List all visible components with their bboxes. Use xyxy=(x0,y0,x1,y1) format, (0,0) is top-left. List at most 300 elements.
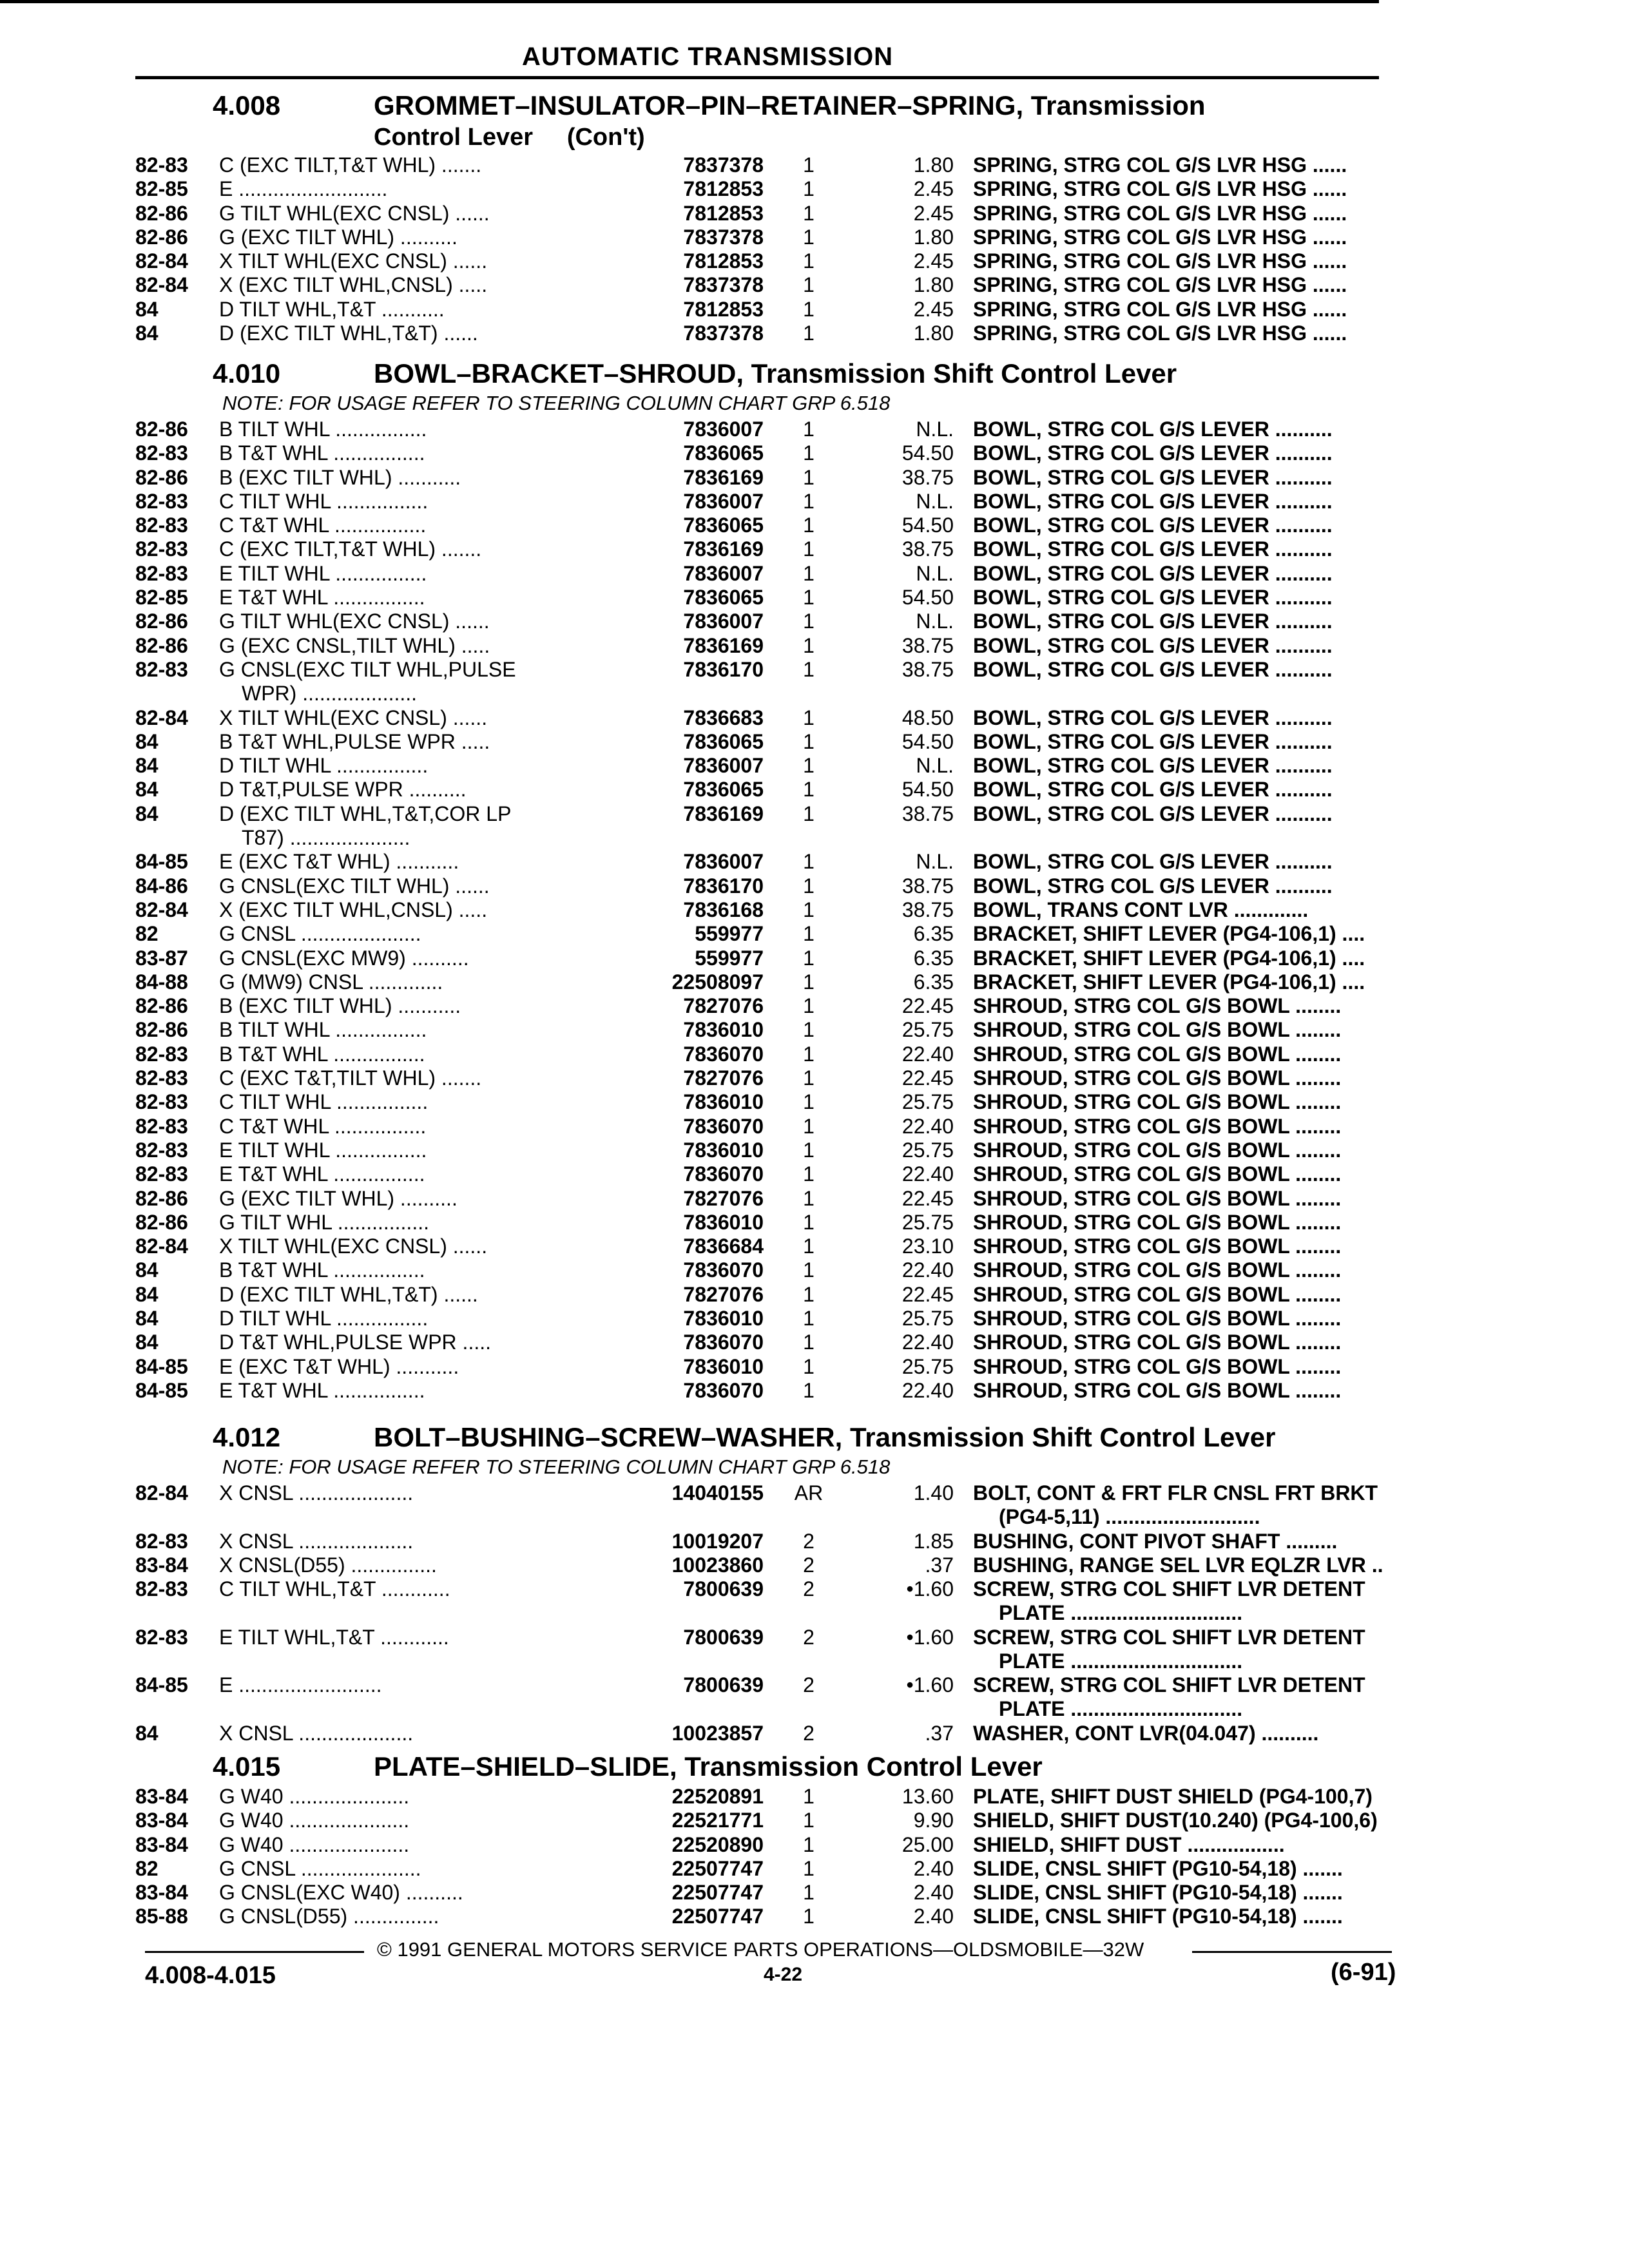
row-part-number: 22520890 xyxy=(671,1832,764,1856)
row-quantity: 1 xyxy=(803,1354,815,1378)
row-quantity: 2 xyxy=(803,1721,815,1745)
row-years: 82-84 xyxy=(135,249,188,273)
row-years: 84-85 xyxy=(135,1354,188,1378)
parts-row xyxy=(135,322,1398,345)
row-years: 82-83 xyxy=(135,1138,188,1162)
row-description: SHROUD, STRG COL G/S BOWL ........ xyxy=(973,1331,1342,1354)
parts-row xyxy=(135,273,1398,297)
row-description: BOWL, STRG COL G/S LEVER .......... xyxy=(973,754,1333,778)
row-description: SHIELD, SHIFT DUST(10.240) (PG4-100,6) xyxy=(973,1809,1378,1832)
row-quantity: 1 xyxy=(803,802,815,825)
row-description: SPRING, STRG COL G/S LVR HSG ...... xyxy=(973,225,1347,249)
row-description: SHROUD, STRG COL G/S BOWL ........ xyxy=(973,1354,1342,1378)
row-years: 82-83 xyxy=(135,1066,188,1090)
row-quantity: 1 xyxy=(803,1905,815,1928)
row-description: SHROUD, STRG COL G/S BOWL ........ xyxy=(973,1066,1342,1090)
usage-note: NOTE: FOR USAGE REFER TO STEERING COLUMN CHART GRP 6.518 xyxy=(222,392,891,414)
row-years: 82-86 xyxy=(135,1018,188,1042)
row-quantity: 2 xyxy=(803,1625,815,1649)
section-name: GROMMET–INSULATOR–PIN–RETAINER–SPRING, Transmission xyxy=(374,90,1206,120)
row-price: 54.50 xyxy=(901,586,954,610)
row-price: 1.80 xyxy=(913,225,954,249)
row-model: C TILT WHL ................ xyxy=(219,1090,429,1114)
parts-row xyxy=(135,1530,1398,1553)
row-years: 82-83 xyxy=(135,489,188,513)
row-quantity: 1 xyxy=(803,1331,815,1354)
row-part-number: 7812853 xyxy=(683,201,764,225)
row-years: 82-86 xyxy=(135,201,188,225)
row-quantity: 2 xyxy=(803,1673,815,1697)
row-model: D (EXC TILT WHL,T&T,COR LP xyxy=(219,802,512,825)
parts-row xyxy=(135,226,1398,249)
row-price: •1.60 xyxy=(906,1673,954,1697)
row-quantity: 1 xyxy=(803,922,815,946)
row-quantity: 1 xyxy=(803,754,815,778)
row-quantity: 1 xyxy=(803,322,815,345)
row-years: 83-84 xyxy=(135,1881,188,1905)
parts-row xyxy=(135,1355,1398,1379)
parts-row xyxy=(135,202,1398,226)
row-price: N.L. xyxy=(916,418,954,441)
row-description: SLIDE, CNSL SHIFT (PG10-54,18) ....... xyxy=(973,1856,1343,1880)
row-description: SHROUD, STRG COL G/S BOWL ........ xyxy=(973,1186,1342,1210)
row-part-number: 7836007 xyxy=(683,489,764,513)
row-price: 54.50 xyxy=(901,514,954,537)
row-price: 22.45 xyxy=(901,1066,954,1090)
row-part-number: 7836170 xyxy=(683,874,764,898)
row-model: X (EXC TILT WHL,CNSL) ..... xyxy=(219,273,488,297)
scan-top-edge xyxy=(0,0,1379,3)
parts-row xyxy=(135,1881,1398,1905)
copyright-text: © 1991 GENERAL MOTORS SERVICE PARTS OPERATIONS—OLDSMOBILE—32W xyxy=(377,1938,1144,1961)
row-price: 25.75 xyxy=(901,1354,954,1378)
parts-row xyxy=(135,441,1398,465)
row-model: X CNSL .................... xyxy=(219,1481,414,1504)
parts-row xyxy=(135,778,1398,802)
row-model: B TILT WHL ................ xyxy=(219,418,427,441)
row-model-cont: T87) ..................... xyxy=(242,825,410,849)
row-quantity: 1 xyxy=(803,633,815,657)
row-quantity: 1 xyxy=(803,1186,815,1210)
row-price: •1.60 xyxy=(906,1577,954,1601)
row-part-number: 7837378 xyxy=(683,273,764,297)
row-years: 85-88 xyxy=(135,1905,188,1928)
parts-row xyxy=(135,490,1398,514)
row-price: 1.80 xyxy=(913,153,954,177)
row-part-number: 7812853 xyxy=(683,297,764,321)
row-model: G CNSL(EXC MW9) .......... xyxy=(219,946,469,970)
section-4-010 xyxy=(135,358,1398,1403)
parts-row xyxy=(135,874,1398,898)
row-description: SHROUD, STRG COL G/S BOWL ........ xyxy=(973,1162,1342,1186)
parts-row xyxy=(135,1283,1398,1307)
row-years: 82-83 xyxy=(135,1529,188,1553)
row-description: BOWL, STRG COL G/S LEVER .......... xyxy=(973,586,1333,610)
row-part-number: 7836169 xyxy=(683,633,764,657)
row-quantity: 1 xyxy=(803,201,815,225)
row-description: BOWL, STRG COL G/S LEVER .......... xyxy=(973,874,1333,898)
row-price: N.L. xyxy=(916,850,954,874)
page-number: 4-22 xyxy=(764,1964,803,1985)
row-quantity: 1 xyxy=(803,561,815,585)
parts-row xyxy=(135,1307,1398,1331)
row-quantity: 1 xyxy=(803,441,815,465)
parts-row xyxy=(135,1577,1398,1626)
row-part-number: 7800639 xyxy=(683,1625,764,1649)
row-description: SHROUD, STRG COL G/S BOWL ........ xyxy=(973,1258,1342,1282)
row-quantity: 1 xyxy=(803,1832,815,1856)
row-part-number: 7812853 xyxy=(683,177,764,201)
row-price: 2.45 xyxy=(913,249,954,273)
row-price: 25.75 xyxy=(901,1090,954,1114)
row-model: C (EXC T&T,TILT WHL) ....... xyxy=(219,1066,482,1090)
row-description: SHIELD, SHIFT DUST ................. xyxy=(973,1832,1285,1856)
row-quantity: 1 xyxy=(803,1210,815,1234)
parts-row xyxy=(135,1626,1398,1674)
row-years: 84 xyxy=(135,297,159,321)
row-model: D (EXC TILT WHL,T&T) ...... xyxy=(219,322,478,345)
row-price: 22.40 xyxy=(901,1114,954,1138)
row-description: BOWL, STRG COL G/S LEVER .......... xyxy=(973,441,1333,465)
row-years: 82-83 xyxy=(135,561,188,585)
row-description: SHROUD, STRG COL G/S BOWL ........ xyxy=(973,1138,1342,1162)
row-price: .37 xyxy=(925,1553,954,1577)
row-years: 82-84 xyxy=(135,273,188,297)
row-part-number: 7837378 xyxy=(683,322,764,345)
row-model: E TILT WHL ................ xyxy=(219,1138,427,1162)
row-price: 22.40 xyxy=(901,1042,954,1066)
row-model: X TILT WHL(EXC CNSL) ...... xyxy=(219,1235,488,1258)
row-years: 82-83 xyxy=(135,514,188,537)
row-price: 22.45 xyxy=(901,1186,954,1210)
row-price: 38.75 xyxy=(901,465,954,489)
row-quantity: 1 xyxy=(803,586,815,610)
section-number: 4.010 xyxy=(213,358,281,389)
row-years: 82-86 xyxy=(135,1210,188,1234)
row-part-number: 7836010 xyxy=(683,1138,764,1162)
row-description: BOWL, STRG COL G/S LEVER .......... xyxy=(973,610,1333,633)
row-description: SHROUD, STRG COL G/S BOWL ........ xyxy=(973,1114,1342,1138)
row-price: N.L. xyxy=(916,561,954,585)
section-name: BOLT–BUSHING–SCREW–WASHER, Transmission Shift Control Lever xyxy=(374,1422,1276,1452)
parts-row xyxy=(135,922,1398,946)
section-title xyxy=(135,358,1398,392)
row-price: 54.50 xyxy=(901,729,954,753)
row-price: 2.45 xyxy=(913,201,954,225)
row-quantity: 1 xyxy=(803,994,815,1018)
row-years: 84 xyxy=(135,754,159,778)
row-model: E (EXC T&T WHL) ........... xyxy=(219,850,459,874)
row-quantity: 1 xyxy=(803,610,815,633)
row-description: SPRING, STRG COL G/S LVR HSG ...... xyxy=(973,273,1347,297)
section-4-015 xyxy=(135,1751,1398,1929)
row-description: SHROUD, STRG COL G/S BOWL ........ xyxy=(973,1090,1342,1114)
row-years: 84 xyxy=(135,1721,159,1745)
row-price: 2.45 xyxy=(913,297,954,321)
row-model-cont: WPR) .................... xyxy=(242,681,418,705)
row-part-number: 22521771 xyxy=(671,1809,764,1832)
row-part-number: 7836065 xyxy=(683,778,764,802)
row-description: SPRING, STRG COL G/S LVR HSG ...... xyxy=(973,322,1347,345)
row-model: G TILT WHL(EXC CNSL) ...... xyxy=(219,610,490,633)
parts-row xyxy=(135,850,1398,874)
row-part-number: 7827076 xyxy=(683,994,764,1018)
parts-row xyxy=(135,730,1398,754)
page-range: 4.008-4.015 xyxy=(145,1962,276,1989)
row-quantity: 1 xyxy=(803,249,815,273)
row-part-number: 7836070 xyxy=(683,1258,764,1282)
row-price: 25.75 xyxy=(901,1138,954,1162)
row-model: E T&T WHL ................ xyxy=(219,586,425,610)
row-description: SLIDE, CNSL SHIFT (PG10-54,18) ....... xyxy=(973,1881,1343,1905)
usage-note: NOTE: FOR USAGE REFER TO STEERING COLUMN CHART GRP 6.518 xyxy=(222,1456,891,1478)
row-price: 13.60 xyxy=(901,1785,954,1808)
row-quantity: 1 xyxy=(803,657,815,681)
row-model: X TILT WHL(EXC CNSL) ...... xyxy=(219,249,488,273)
row-model: B T&T WHL ................ xyxy=(219,1258,425,1282)
parts-row xyxy=(135,514,1398,537)
row-part-number: 7836007 xyxy=(683,754,764,778)
row-description: SHROUD, STRG COL G/S BOWL ........ xyxy=(973,1235,1342,1258)
row-description: SHROUD, STRG COL G/S BOWL ........ xyxy=(973,1042,1342,1066)
row-years: 84-86 xyxy=(135,874,188,898)
row-price: 22.40 xyxy=(901,1331,954,1354)
row-years: 83-84 xyxy=(135,1553,188,1577)
row-model: G W40 ..................... xyxy=(219,1809,410,1832)
parts-row xyxy=(135,1785,1398,1809)
parts-row xyxy=(135,1090,1398,1114)
row-quantity: 1 xyxy=(803,514,815,537)
row-description: SHROUD, STRG COL G/S BOWL ........ xyxy=(973,1018,1342,1042)
row-part-number: 22520891 xyxy=(671,1785,764,1808)
row-quantity: 1 xyxy=(803,706,815,729)
row-model: E TILT WHL,T&T ............ xyxy=(219,1625,449,1649)
row-quantity: 1 xyxy=(803,1258,815,1282)
row-description-cont: PLATE .............................. xyxy=(999,1601,1243,1625)
row-part-number: 7836169 xyxy=(683,537,764,561)
row-description: BRACKET, SHIFT LEVER (PG4-106,1) .... xyxy=(973,970,1365,994)
row-model: G W40 ..................... xyxy=(219,1832,410,1856)
row-years: 84 xyxy=(135,322,159,345)
parts-row xyxy=(135,634,1398,658)
row-quantity: 1 xyxy=(803,946,815,970)
row-model: E T&T WHL ................ xyxy=(219,1378,425,1402)
row-years: 82-84 xyxy=(135,898,188,921)
row-price: 25.75 xyxy=(901,1306,954,1330)
row-part-number: 7836010 xyxy=(683,1210,764,1234)
row-quantity: 2 xyxy=(803,1577,815,1601)
row-price: 22.40 xyxy=(901,1258,954,1282)
row-part-number: 7836070 xyxy=(683,1331,764,1354)
parts-row xyxy=(135,1331,1398,1354)
row-part-number: 7836070 xyxy=(683,1114,764,1138)
row-description: BOWL, STRG COL G/S LEVER .......... xyxy=(973,633,1333,657)
row-description: WASHER, CONT LVR(04.047) .......... xyxy=(973,1721,1319,1745)
row-part-number: 7836683 xyxy=(683,706,764,729)
row-model: G (MW9) CNSL ............. xyxy=(219,970,443,994)
row-part-number: 7836070 xyxy=(683,1162,764,1186)
row-years: 82-86 xyxy=(135,225,188,249)
row-model: X CNSL(D55) ............... xyxy=(219,1553,437,1577)
section-title xyxy=(135,1422,1398,1456)
row-price: 38.75 xyxy=(901,633,954,657)
row-quantity: 1 xyxy=(803,1162,815,1186)
row-description: BRACKET, SHIFT LEVER (PG4-106,1) .... xyxy=(973,922,1365,946)
parts-row xyxy=(135,658,1398,706)
row-description: SHROUD, STRG COL G/S BOWL ........ xyxy=(973,1306,1342,1330)
parts-row xyxy=(135,1115,1398,1139)
row-model: G TILT WHL ................ xyxy=(219,1210,429,1234)
parts-row xyxy=(135,1235,1398,1258)
row-model: G (EXC CNSL,TILT WHL) ..... xyxy=(219,633,490,657)
row-part-number: 7836010 xyxy=(683,1306,764,1330)
row-quantity: 1 xyxy=(803,1066,815,1090)
row-description: BOWL, STRG COL G/S LEVER .......... xyxy=(973,465,1333,489)
row-description: BOWL, STRG COL G/S LEVER .......... xyxy=(973,778,1333,802)
row-description: BOLT, CONT & FRT FLR CNSL FRT BRKT xyxy=(973,1481,1378,1504)
row-price: 2.45 xyxy=(913,177,954,201)
parts-row xyxy=(135,754,1398,778)
parts-row xyxy=(135,1809,1398,1832)
row-price: N.L. xyxy=(916,754,954,778)
parts-row xyxy=(135,177,1398,201)
row-description-cont: PLATE .............................. xyxy=(999,1649,1243,1673)
section-name: PLATE–SHIELD–SLIDE, Transmission Control Lever xyxy=(374,1751,1043,1782)
row-quantity: 1 xyxy=(803,874,815,898)
row-part-number: 7836065 xyxy=(683,729,764,753)
row-years: 82-83 xyxy=(135,1625,188,1649)
row-years: 82-83 xyxy=(135,1577,188,1601)
row-quantity: 1 xyxy=(803,297,815,321)
parts-row xyxy=(135,1905,1398,1928)
row-years: 82-83 xyxy=(135,657,188,681)
row-years: 82 xyxy=(135,922,159,946)
row-price: 54.50 xyxy=(901,441,954,465)
row-quantity: 1 xyxy=(803,1042,815,1066)
section-number: 4.012 xyxy=(213,1422,281,1452)
row-years: 82-86 xyxy=(135,1186,188,1210)
footer-rule-right xyxy=(1192,1951,1392,1953)
row-years: 82-83 xyxy=(135,1114,188,1138)
section-title xyxy=(135,90,1398,124)
row-part-number: 7836170 xyxy=(683,657,764,681)
row-description: BOWL, STRG COL G/S LEVER .......... xyxy=(973,537,1333,561)
row-description: BOWL, STRG COL G/S LEVER .......... xyxy=(973,802,1333,825)
row-price: 1.80 xyxy=(913,322,954,345)
row-years: 82-84 xyxy=(135,1481,188,1504)
row-model: G CNSL(EXC TILT WHL) ...... xyxy=(219,874,490,898)
row-price: 2.40 xyxy=(913,1881,954,1905)
row-price: 2.40 xyxy=(913,1905,954,1928)
parts-row xyxy=(135,1018,1398,1042)
row-part-number: 7800639 xyxy=(683,1577,764,1601)
row-part-number: 7827076 xyxy=(683,1282,764,1306)
row-description: BRACKET, SHIFT LEVER (PG4-106,1) .... xyxy=(973,946,1365,970)
row-model: B TILT WHL ................ xyxy=(219,1018,427,1042)
row-model: C (EXC TILT,T&T WHL) ....... xyxy=(219,153,482,177)
row-model: C T&T WHL ................ xyxy=(219,514,427,537)
parts-row xyxy=(135,947,1398,970)
row-model: X TILT WHL(EXC CNSL) ...... xyxy=(219,706,488,729)
row-quantity: 1 xyxy=(803,273,815,297)
row-part-number: 7800639 xyxy=(683,1673,764,1697)
row-quantity: 1 xyxy=(803,1856,815,1880)
row-description: SCREW, STRG COL SHIFT LVR DETENT xyxy=(973,1625,1365,1649)
row-years: 84 xyxy=(135,778,159,802)
row-model: C (EXC TILT,T&T WHL) ....... xyxy=(219,537,482,561)
row-description: BOWL, STRG COL G/S LEVER .......... xyxy=(973,729,1333,753)
row-price: 23.10 xyxy=(901,1235,954,1258)
row-description: BOWL, STRG COL G/S LEVER .......... xyxy=(973,489,1333,513)
row-years: 82-86 xyxy=(135,465,188,489)
parts-row xyxy=(135,1379,1398,1403)
row-part-number: 7836684 xyxy=(683,1235,764,1258)
row-years: 83-87 xyxy=(135,946,188,970)
row-model: G TILT WHL(EXC CNSL) ...... xyxy=(219,201,490,225)
row-description: SPRING, STRG COL G/S LVR HSG ...... xyxy=(973,177,1347,201)
row-description: BUSHING, RANGE SEL LVR EQLZR LVR .. xyxy=(973,1553,1383,1577)
row-model: D TILT WHL,T&T ........... xyxy=(219,297,445,321)
row-part-number: 7836169 xyxy=(683,465,764,489)
row-model: C T&T WHL ................ xyxy=(219,1114,427,1138)
row-quantity: 2 xyxy=(803,1553,815,1577)
row-part-number: 7837378 xyxy=(683,225,764,249)
row-quantity: 1 xyxy=(803,1114,815,1138)
row-years: 82-83 xyxy=(135,1042,188,1066)
row-price: 25.75 xyxy=(901,1018,954,1042)
row-years: 82-86 xyxy=(135,610,188,633)
row-quantity: 1 xyxy=(803,1282,815,1306)
row-part-number: 559977 xyxy=(695,946,764,970)
row-quantity: 1 xyxy=(803,225,815,249)
row-model: E TILT WHL ................ xyxy=(219,561,427,585)
row-price: .37 xyxy=(925,1721,954,1745)
parts-row xyxy=(135,1722,1398,1745)
row-model: X CNSL .................... xyxy=(219,1529,414,1553)
row-price: 22.40 xyxy=(901,1162,954,1186)
parts-row xyxy=(135,610,1398,633)
row-quantity: 1 xyxy=(803,537,815,561)
row-model: E (EXC T&T WHL) ........... xyxy=(219,1354,459,1378)
row-price: 48.50 xyxy=(901,706,954,729)
row-description: SCREW, STRG COL SHIFT LVR DETENT xyxy=(973,1577,1365,1601)
row-part-number: 7836007 xyxy=(683,850,764,874)
row-model: X CNSL .................... xyxy=(219,1721,414,1745)
row-price: 9.90 xyxy=(913,1809,954,1832)
header-rule xyxy=(135,76,1379,79)
footer-rule-left xyxy=(145,1951,364,1953)
section-title xyxy=(135,1751,1398,1785)
parts-row xyxy=(135,418,1398,441)
row-model: C TILT WHL,T&T ............ xyxy=(219,1577,450,1601)
parts-row xyxy=(135,802,1398,850)
row-price: 38.75 xyxy=(901,898,954,921)
row-quantity: 1 xyxy=(803,177,815,201)
row-description: BOWL, TRANS CONT LVR ............. xyxy=(973,898,1309,921)
row-model: G CNSL ..................... xyxy=(219,1856,421,1880)
row-part-number: 14040155 xyxy=(671,1481,764,1504)
parts-row xyxy=(135,249,1398,273)
parts-row xyxy=(135,1187,1398,1211)
row-model: D T&T WHL,PULSE WPR ..... xyxy=(219,1331,491,1354)
row-part-number: 7812853 xyxy=(683,249,764,273)
row-model: G CNSL(EXC TILT WHL,PULSE xyxy=(219,657,516,681)
row-model: G CNSL ..................... xyxy=(219,922,421,946)
row-model: E T&T WHL ................ xyxy=(219,1162,425,1186)
parts-row xyxy=(135,1066,1398,1090)
row-quantity: 1 xyxy=(803,778,815,802)
row-years: 84 xyxy=(135,729,159,753)
